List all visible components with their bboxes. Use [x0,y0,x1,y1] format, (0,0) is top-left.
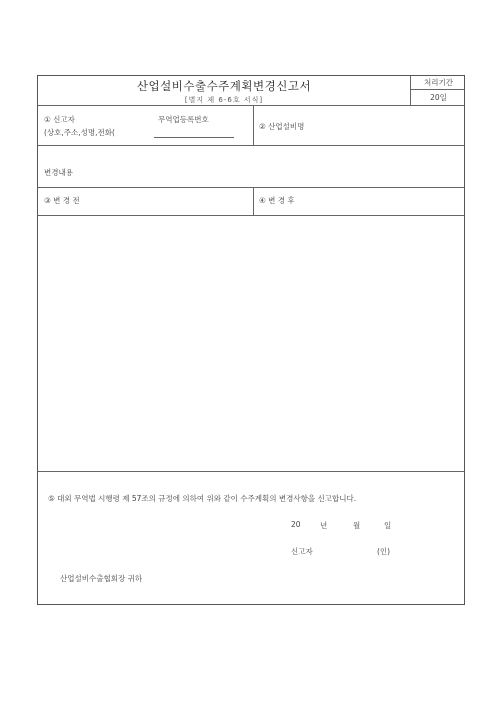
date-month-unit: 월 [353,521,361,530]
date-day-unit: 일 [384,521,392,530]
reporter-bottom-line [38,145,464,146]
before-change-label: ③ 변 경 전 [44,196,80,205]
addressee-text: 산업설비수출협회장 귀하 [60,574,143,583]
labels-bottom-line [38,215,464,216]
date-year: 20 [291,520,301,529]
declaration-text: ⑤ 대외 무역법 시행령 제 57조의 규정에 의하여 위와 같이 수주계획의 변경사항을 신고합니다. [48,494,357,503]
change-report-form [37,75,465,605]
signer-label: 신고자 [291,547,313,556]
content-area-bottom-line [38,471,464,472]
processing-period-value: 20일 [430,93,447,102]
trade-registration-number-label: 무역업등록번호 [158,115,209,124]
reporter-divider [253,105,254,145]
form-title: 산업설비수출수주계획변경신고서 [136,79,312,93]
reporter-detail-label: (상호,주소,성명,전화( [44,128,115,137]
change-content-label: 변경내용 [44,168,73,177]
processing-divider [410,89,464,90]
after-change-label: ④ 변 경 후 [259,196,295,205]
reporter-input-line[interactable] [154,137,234,138]
seal-label: (인) [377,547,391,556]
equipment-name-label: ② 산업설비명 [259,122,305,131]
form-subtitle: [별지 제 6-6호 서식] [184,96,264,104]
processing-period-label: 처리기간 [424,78,453,87]
before-after-divider [253,187,254,215]
change-content-bottom-line [38,187,464,188]
header-bottom-line [38,105,464,106]
reporter-label: ① 신고자 [44,115,75,124]
date-year-unit: 년 [320,521,328,530]
